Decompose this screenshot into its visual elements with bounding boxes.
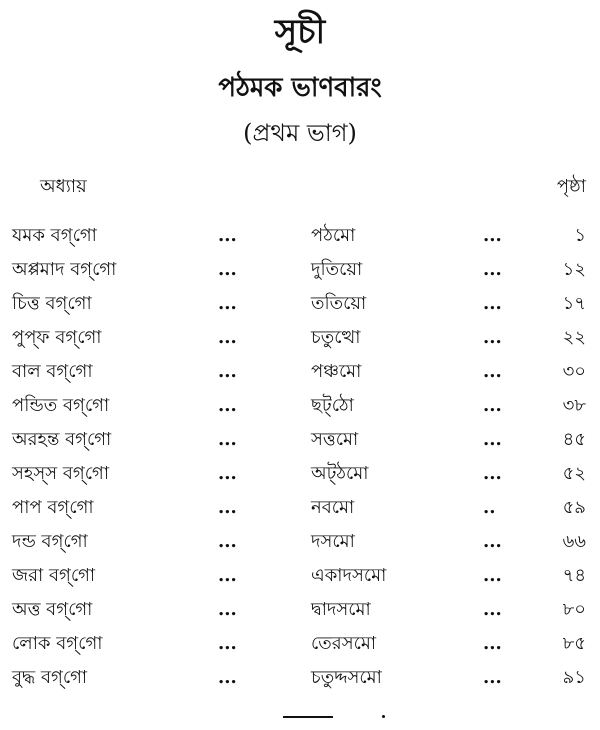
footer-rule (283, 716, 333, 718)
leader-dots: ... (483, 293, 502, 314)
leader-dots: ... (218, 497, 237, 518)
leader-dots: ... (218, 293, 237, 314)
contents-list (0, 219, 600, 695)
leader-dots: ... (218, 599, 237, 620)
leader-dots: ... (218, 395, 237, 416)
contents-row (0, 389, 600, 423)
contents-row (0, 559, 600, 593)
contents-row (0, 423, 600, 457)
contents-row (0, 253, 600, 287)
leader-dots: ... (483, 259, 502, 280)
chapter-name: পাপ বগ্‌গো (12, 497, 94, 518)
leader-dots: ... (483, 327, 502, 348)
contents-row (0, 627, 600, 661)
leader-dots: ... (218, 327, 237, 348)
chapter-ordinal: দ্বাদসমো (311, 599, 371, 620)
chapter-name: জরা বগ্‌গো (12, 565, 96, 586)
page-number: ৩৮ (562, 395, 586, 416)
chapter-name: লোক বগ্‌গো (12, 633, 103, 654)
page-number: ২২ (562, 327, 586, 348)
page-number: ৯১ (562, 667, 586, 688)
chapter-name: পুপ্‌ফ বগ্‌গো (12, 327, 102, 348)
chapter-name: অপ্পমাদ বগ্‌গো (12, 259, 117, 280)
chapter-ordinal: সত্তমো (311, 429, 359, 450)
page-number: ১৭ (562, 293, 586, 314)
leader-dots: ... (483, 531, 502, 552)
leader-dots: ... (483, 429, 502, 450)
contents-row (0, 491, 600, 525)
chapter-ordinal: চতুদ্দসমো (311, 667, 382, 688)
page-number: ৮০ (562, 599, 586, 620)
page-number: ৫৯ (562, 497, 586, 518)
leader-dots: ... (483, 225, 502, 246)
chapter-ordinal: অট্‌ঠমো (311, 463, 369, 484)
contents-row (0, 661, 600, 695)
chapter-ordinal: দুতিয়ো (311, 259, 363, 280)
leader-dots: ... (218, 565, 237, 586)
chapter-ordinal: একাদসমো (311, 565, 387, 586)
chapter-ordinal: দসমো (311, 531, 355, 552)
leader-dots: ... (483, 361, 502, 382)
chapter-name: পন্ডিত বগ্‌গো (12, 395, 110, 416)
contents-row (0, 287, 600, 321)
chapter-ordinal: তেরসমো (311, 633, 377, 654)
page-number: ৩০ (562, 361, 586, 382)
chapter-name: অরহন্ত বগ্‌গো (12, 429, 112, 450)
page-number: ৭৪ (562, 565, 586, 586)
contents-row (0, 219, 600, 253)
contents-row (0, 593, 600, 627)
chapter-name: অত্ত বগ্‌গো (12, 599, 93, 620)
chapter-ordinal: পঠমো (311, 225, 356, 246)
part-label: (প্রথম ভাগ) (243, 119, 357, 147)
leader-dots: ... (483, 395, 502, 416)
page-number: ৮৫ (562, 633, 586, 654)
leader-dots: ... (218, 633, 237, 654)
leader-dots: ... (483, 463, 502, 484)
chapter-ordinal: চতুত্থো (311, 327, 361, 348)
leader-dots: ... (218, 667, 237, 688)
contents-row (0, 321, 600, 355)
chapter-column-header: অধ্যায় (40, 176, 87, 197)
page-number: ১ (574, 225, 586, 246)
chapter-ordinal: ছট্‌ঠো (311, 395, 354, 416)
footer-dot (382, 715, 385, 718)
chapter-name: যমক বগ্‌গো (12, 225, 97, 246)
chapter-name: বাল বগ্‌গো (12, 361, 93, 382)
chapter-ordinal: ততিয়ো (311, 293, 367, 314)
leader-dots: ... (218, 463, 237, 484)
page-number: ১২ (562, 259, 586, 280)
chapter-ordinal: নবমো (311, 497, 355, 518)
leader-dots: ... (218, 429, 237, 450)
leader-dots: ... (218, 259, 237, 280)
leader-dots: ... (483, 667, 502, 688)
leader-dots: ... (218, 225, 237, 246)
page-column-header: পৃষ্ঠা (556, 176, 586, 197)
chapter-ordinal: পঞ্চমো (311, 361, 362, 382)
page-number: ৫২ (562, 463, 586, 484)
chapter-name: বুদ্ধ বগ্‌গো (12, 667, 88, 688)
leader-dots: ... (483, 565, 502, 586)
chapter-name: সহস্‌স বগ্‌গো (12, 463, 110, 484)
leader-dots: ... (218, 531, 237, 552)
leader-dots: ... (483, 599, 502, 620)
contents-row (0, 355, 600, 389)
page-title: সূচী (274, 12, 326, 52)
chapter-name: চিত্ত বগ্‌গো (12, 293, 92, 314)
page-number: ৪৫ (562, 429, 586, 450)
section-subtitle: পঠমক ভাণবারং (218, 73, 382, 103)
leader-dots: .. (483, 497, 496, 518)
leader-dots: ... (483, 633, 502, 654)
contents-row (0, 525, 600, 559)
contents-row (0, 457, 600, 491)
leader-dots: ... (218, 361, 237, 382)
page-number: ৬৬ (562, 531, 586, 552)
chapter-name: দন্ড বগ্‌গো (12, 531, 88, 552)
